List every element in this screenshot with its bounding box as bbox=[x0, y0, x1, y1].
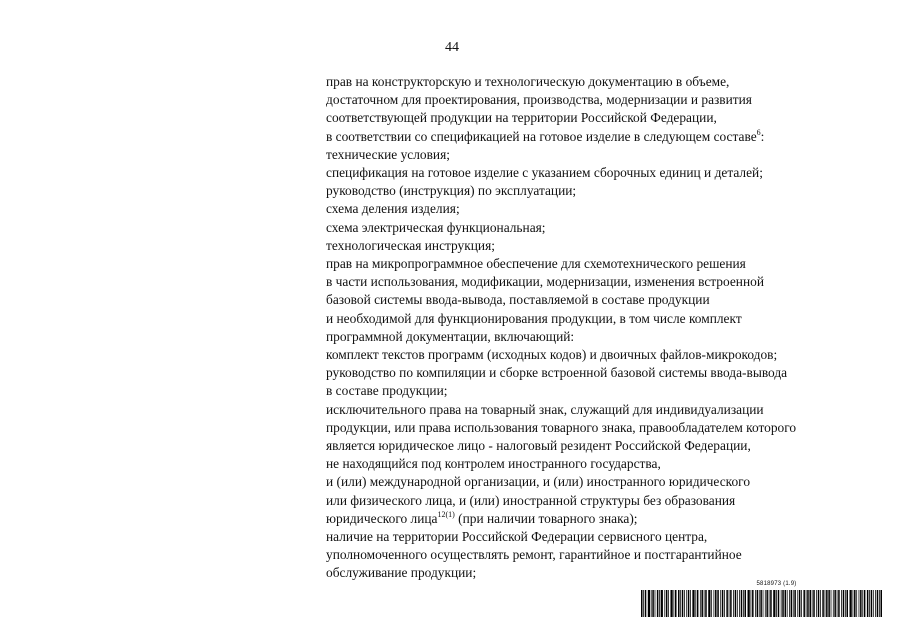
barcode-bar bbox=[708, 590, 710, 617]
barcode-bar bbox=[675, 590, 677, 617]
barcode-bar bbox=[737, 590, 738, 617]
barcode-bar bbox=[717, 590, 719, 617]
barcode-bar bbox=[741, 590, 743, 617]
text-line-content: или физического лица, и (или) иностранной структуры без образования bbox=[326, 492, 736, 508]
barcode-bar bbox=[846, 590, 848, 617]
text-line-content: исключительного права на товарный знак, служащий для индивидуализации bbox=[326, 401, 764, 417]
barcode-bar bbox=[793, 590, 794, 617]
text-line bbox=[326, 182, 886, 200]
barcode-bar bbox=[806, 590, 807, 617]
barcode-bar bbox=[733, 590, 734, 617]
barcode-bar bbox=[739, 590, 740, 617]
barcode-bar bbox=[729, 590, 730, 617]
barcode-bar bbox=[720, 590, 721, 617]
barcode-bar bbox=[645, 590, 647, 617]
text-line bbox=[326, 328, 886, 346]
barcode-caption: 5818973 (1.9) bbox=[756, 581, 797, 587]
text-line bbox=[326, 73, 886, 91]
barcode-bar bbox=[751, 590, 752, 617]
text-line bbox=[326, 146, 886, 164]
text-line bbox=[326, 546, 886, 564]
barcode-bar bbox=[705, 590, 707, 617]
text-line-content: руководство по компиляции и сборке встроенной базовой системы ввода-вывода bbox=[326, 365, 788, 381]
text-line-content: базовой системы ввода-вывода, поставляемой в составе продукции bbox=[326, 292, 710, 308]
barcode-bar bbox=[752, 590, 754, 617]
barcode-bar bbox=[875, 590, 876, 617]
text-line bbox=[326, 310, 886, 328]
barcode-bar bbox=[778, 590, 780, 617]
barcode-bar bbox=[822, 590, 824, 617]
text-line bbox=[326, 109, 886, 127]
text-line bbox=[326, 382, 886, 400]
barcode-bar bbox=[641, 590, 643, 617]
barcode-bar bbox=[853, 590, 854, 617]
barcode-bar bbox=[818, 590, 820, 617]
text-line-content: продукции, или права использования товарного знака, правообладателем которого bbox=[326, 419, 797, 435]
text-line bbox=[326, 273, 886, 291]
barcode-bar bbox=[826, 590, 828, 617]
barcode-bar bbox=[813, 590, 815, 617]
barcode-bar bbox=[692, 590, 694, 617]
barcode-bar bbox=[724, 590, 725, 617]
barcode-bar bbox=[838, 590, 840, 617]
barcode-bar bbox=[837, 590, 838, 617]
barcode-bar bbox=[854, 590, 856, 617]
text-line bbox=[326, 128, 886, 146]
barcode-bar bbox=[845, 590, 846, 617]
text-line-content: обслуживание продукции; bbox=[326, 565, 477, 581]
text-line-content: в соответствии со спецификацией на готовое изделие в следующем составе bbox=[326, 128, 757, 144]
barcode-bar bbox=[757, 590, 759, 617]
barcode-bar bbox=[794, 590, 796, 617]
text-line-content: схема электрическая функциональная; bbox=[326, 219, 546, 235]
barcode-bar bbox=[697, 590, 699, 617]
barcode-bar bbox=[688, 590, 690, 617]
barcode-bar bbox=[666, 590, 668, 617]
barcode-bar bbox=[651, 590, 652, 617]
text-line-content: программной документации, включающий: bbox=[326, 328, 575, 344]
barcode-bar bbox=[748, 590, 750, 617]
barcode-bar bbox=[659, 590, 660, 617]
barcode-bar bbox=[678, 590, 680, 617]
barcode-bar bbox=[843, 590, 845, 617]
barcode-bar bbox=[701, 590, 703, 617]
barcode-bar bbox=[770, 590, 772, 617]
barcode-bar bbox=[867, 590, 869, 617]
barcode-bar bbox=[860, 590, 862, 617]
text-line-content: является юридическое лицо - налоговый резидент Российской Федерации, bbox=[326, 438, 751, 454]
barcode-bar bbox=[657, 590, 659, 617]
barcode-bar bbox=[715, 590, 717, 617]
text-line bbox=[326, 492, 886, 510]
barcode-bar bbox=[841, 590, 842, 617]
barcode-bar bbox=[856, 590, 857, 617]
barcode-bar bbox=[745, 590, 747, 617]
text-line-tail: (при наличии товарного знака); bbox=[454, 510, 638, 526]
text-line bbox=[326, 237, 886, 255]
barcode-bar bbox=[673, 590, 674, 617]
barcode-bar bbox=[648, 590, 650, 617]
text-line-content: наличие на территории Российской Федерации сервисного центра, bbox=[326, 529, 708, 545]
barcode-bar bbox=[803, 590, 805, 617]
barcode-bar bbox=[765, 590, 766, 617]
barcode-bar bbox=[816, 590, 817, 617]
barcode-bar bbox=[850, 590, 852, 617]
barcode-bar bbox=[807, 590, 809, 617]
text-line-content: спецификация на готовое изделие с указанием сборочных единиц и деталей; bbox=[326, 165, 763, 181]
barcode-bar bbox=[726, 590, 728, 617]
barcode-image bbox=[641, 590, 882, 617]
barcode-bar bbox=[833, 590, 834, 617]
footnote-reference: 6 bbox=[756, 127, 761, 137]
barcode-bar bbox=[880, 590, 882, 617]
text-line bbox=[326, 473, 886, 491]
barcode-bar bbox=[871, 590, 873, 617]
barcode-bar bbox=[782, 590, 784, 617]
barcode-bar bbox=[743, 590, 744, 617]
text-line-content: юридического лица bbox=[326, 510, 438, 526]
text-line-content: соответствующей продукции на территории Российской Федерации, bbox=[326, 110, 717, 126]
text-line-content: комплект текстов программ (исходных кодов) и двоичных файлов-микрокодов; bbox=[326, 347, 778, 363]
footnote-reference: 12(1) bbox=[437, 509, 455, 519]
barcode-bar bbox=[791, 590, 793, 617]
barcode-bar bbox=[668, 590, 669, 617]
text-line bbox=[326, 291, 886, 309]
text-line bbox=[326, 419, 886, 437]
barcode-bar bbox=[664, 590, 665, 617]
barcode-bar bbox=[682, 590, 684, 617]
barcode-bar bbox=[797, 590, 798, 617]
barcode-bar bbox=[704, 590, 705, 617]
text-line bbox=[326, 219, 886, 237]
barcode-bar bbox=[831, 590, 832, 617]
barcode-bar bbox=[643, 590, 644, 617]
barcode-bar bbox=[820, 590, 821, 617]
text-line-content: не находящийся под контролем иностранного государства, bbox=[326, 456, 661, 472]
text-line bbox=[326, 91, 886, 109]
barcode-bar bbox=[785, 590, 787, 617]
barcode-bar bbox=[834, 590, 836, 617]
barcode-bar bbox=[801, 590, 802, 617]
document-body bbox=[326, 73, 886, 583]
text-line bbox=[326, 255, 886, 273]
barcode-bar bbox=[655, 590, 656, 617]
barcode-bar bbox=[859, 590, 860, 617]
text-line bbox=[326, 164, 886, 182]
text-line-content: в части использования, модификации, модернизации, изменения встроенной bbox=[326, 274, 764, 290]
barcode-bar bbox=[773, 590, 775, 617]
text-line bbox=[326, 510, 886, 528]
text-line bbox=[326, 455, 886, 473]
text-line-content: достаточном для проектирования, производства, модернизации и развития bbox=[326, 92, 752, 108]
text-line bbox=[326, 200, 886, 218]
page-number: 44 bbox=[445, 40, 459, 55]
text-line-tail: : bbox=[760, 128, 765, 144]
barcode-bar bbox=[787, 590, 788, 617]
barcode-bar bbox=[825, 590, 826, 617]
text-line-content: уполномоченного осуществлять ремонт, гарантийное и постгарантийное bbox=[326, 547, 742, 563]
text-line-content: и (или) международной организации, и (или) иностранного юридического bbox=[326, 474, 751, 490]
barcode-bar bbox=[769, 590, 770, 617]
text-line-content: в составе продукции; bbox=[326, 383, 448, 399]
barcode-bar bbox=[776, 590, 777, 617]
barcode-bar bbox=[700, 590, 701, 617]
barcode-bar bbox=[809, 590, 811, 617]
barcode-bar bbox=[812, 590, 813, 617]
text-line-content: схема деления изделия; bbox=[326, 201, 460, 217]
barcode-bar bbox=[730, 590, 732, 617]
barcode-bar bbox=[828, 590, 830, 617]
text-line bbox=[326, 364, 886, 382]
text-line-content: прав на микропрограммное обеспечение для схемотехнического решения bbox=[326, 256, 746, 272]
barcode-bar bbox=[789, 590, 790, 617]
barcode-bar bbox=[869, 590, 870, 617]
barcode-bar bbox=[686, 590, 687, 617]
barcode-bar bbox=[652, 590, 654, 617]
barcode-bar bbox=[799, 590, 801, 617]
text-line-content: технологическая инструкция; bbox=[326, 237, 495, 253]
barcode-bar bbox=[759, 590, 760, 617]
text-line-content: технические условия; bbox=[326, 146, 450, 162]
barcode-bar bbox=[766, 590, 768, 617]
barcode-bar bbox=[714, 590, 715, 617]
barcode-bar bbox=[864, 590, 866, 617]
barcode-bar bbox=[711, 590, 712, 617]
text-line-content: и необходимой для функционирования продукции, в том числе комплект bbox=[326, 310, 742, 326]
barcode-bar bbox=[680, 590, 681, 617]
text-line bbox=[326, 346, 886, 364]
barcode-bar bbox=[670, 590, 672, 617]
text-line bbox=[326, 401, 886, 419]
barcode-bar bbox=[684, 590, 685, 617]
text-line-content: прав на конструкторскую и технологическую документацию в объеме, bbox=[326, 74, 730, 89]
text-line bbox=[326, 437, 886, 455]
text-line-content: руководство (инструкция) по эксплуатации; bbox=[326, 183, 577, 199]
barcode-bar bbox=[695, 590, 696, 617]
barcode-area bbox=[641, 580, 882, 617]
barcode-bar bbox=[879, 590, 880, 617]
barcode-bar bbox=[877, 590, 879, 617]
barcode-bar bbox=[755, 590, 756, 617]
barcode-bar bbox=[690, 590, 691, 617]
barcode-bar bbox=[763, 590, 764, 617]
barcode-bar bbox=[722, 590, 724, 617]
barcode-bar bbox=[760, 590, 762, 617]
text-line bbox=[326, 528, 886, 546]
barcode-bar bbox=[661, 590, 663, 617]
barcode-bar bbox=[781, 590, 782, 617]
barcode-bar bbox=[862, 590, 863, 617]
barcode-bar bbox=[735, 590, 737, 617]
barcode-bar bbox=[873, 590, 874, 617]
